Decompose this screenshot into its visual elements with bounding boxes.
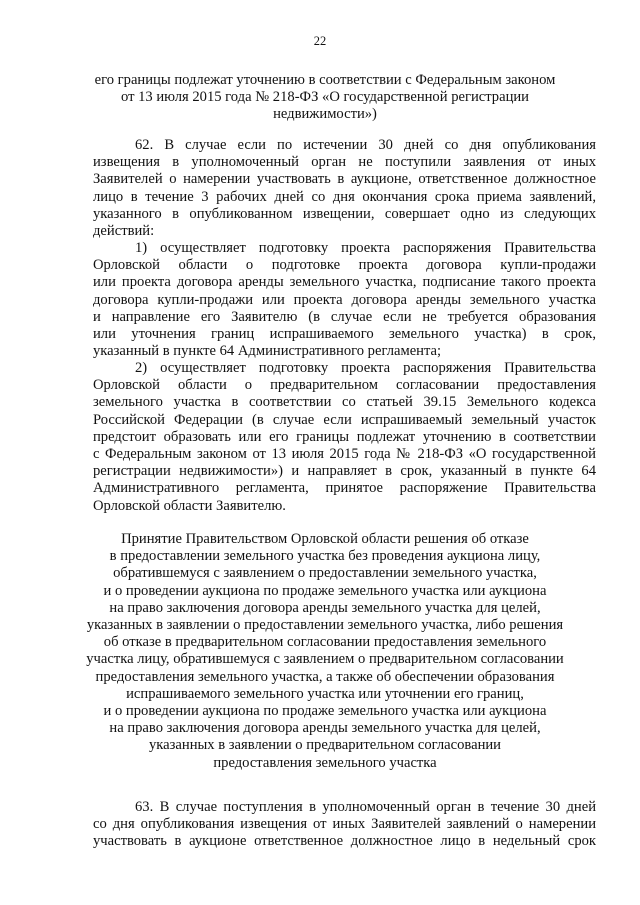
heading-line: в предоставлении земельного участка без проведения аукциона лицу, bbox=[109, 548, 541, 565]
text-line: регистрации недвижимости») и направляет в срок, указанный в пункте 64 bbox=[93, 463, 596, 480]
heading-line: на право заключения договора аренды земельного участка для целей, bbox=[109, 599, 541, 616]
paragraph-62 bbox=[93, 137, 596, 240]
section-heading bbox=[60, 531, 590, 772]
text-line: земельного участка в соответствии со статьей 39.15 Земельного кодекса bbox=[93, 394, 596, 411]
heading-line: обратившемуся с заявлением о предоставлении земельного участка, bbox=[113, 565, 537, 582]
heading-line: недвижимости») bbox=[273, 106, 377, 123]
heading-line: и о проведении аукциона по продаже земельного участка или аукциона bbox=[103, 582, 547, 599]
text-line: Орловской области о подготовке проекта договора купли-продажи bbox=[93, 257, 596, 274]
text-line: Российской Федерации (в случае если испрашиваемый земельный участок bbox=[93, 411, 596, 428]
text-line: Административного регламента, принятое распоряжение Правительства bbox=[93, 480, 596, 497]
text-line: 62. В случае если по истечении 30 дней со дня опубликования bbox=[135, 137, 596, 153]
heading-line: об отказе в предварительном согласовании предоставления земельного bbox=[103, 634, 547, 651]
heading-line: указанных в заявлении о предоставлении земельного участка, либо решения bbox=[86, 617, 564, 634]
heading-line: его границы подлежат уточнению в соответствии с Федеральным законом bbox=[94, 72, 556, 88]
text-line: извещения в уполномоченный орган не поступили заявления от иных bbox=[93, 154, 596, 171]
text-line: и направление его Заявителю (в случае если не требуется образования bbox=[93, 308, 596, 325]
heading-line: и о проведении аукциона по продаже земельного участка или аукциона bbox=[103, 703, 547, 720]
text-line: указанный в пункте 64 Административного регламента; bbox=[93, 343, 442, 360]
heading-line: предоставления земельного участка, а также об обеспечении образования bbox=[95, 668, 555, 685]
text-line: 2) осуществляет подготовку проекта распоряжения Правительства bbox=[135, 360, 596, 376]
text-line: Заявителей о намерении участвовать в аукционе, ответственное должностное bbox=[93, 171, 596, 188]
text-line: участвовать в аукционе ответственное должностное лицо в недельный срок bbox=[93, 833, 596, 850]
heading-line: указанных в заявлении о предварительном согласовании bbox=[149, 737, 501, 754]
text-line: Орловской области Заявителю. bbox=[93, 497, 286, 514]
heading-line: испрашиваемого земельного участка или уточнении его границ, bbox=[126, 685, 524, 702]
text-line: 1) осуществляет подготовку проекта распоряжения Правительства bbox=[135, 240, 596, 256]
text-line: указанного в опубликованном извещении, совершает одно из следующих bbox=[93, 205, 596, 222]
item-1 bbox=[93, 240, 596, 360]
text-line: предстоит образовать или его границы подлежат уточнению в соответствии bbox=[93, 428, 596, 445]
heading-line: участка лицу, обратившемуся с заявлением о предварительном согласовании bbox=[86, 651, 564, 668]
text-line: или уточнения границ испрашиваемого земельного участка) в срок, bbox=[93, 325, 596, 342]
text-line: лицо в течение 3 рабочих дней со дня окончания срока приема заявлений, bbox=[93, 188, 596, 205]
heading-line: предоставления земельного участка bbox=[213, 754, 437, 771]
text-line: договора купли-продажи или проекта договора аренды земельного участка bbox=[93, 291, 596, 308]
heading-top bbox=[60, 72, 590, 124]
text-line: с Федеральным законом от 13 июля 2015 года № 218-ФЗ «О государственной bbox=[93, 445, 596, 462]
heading-line: от 13 июля 2015 года № 218-ФЗ «О государственной регистрации bbox=[120, 89, 529, 106]
paragraph-63 bbox=[93, 799, 596, 851]
text-line: 63. В случае поступления в уполномоченный орган в течение 30 дней bbox=[135, 799, 596, 815]
text-line: действий: bbox=[93, 222, 155, 239]
text-line: или проекта договора аренды земельного участка, подписание такого проекта bbox=[93, 274, 596, 291]
item-2 bbox=[93, 360, 596, 515]
heading-line: Принятие Правительством Орловской области решения об отказе bbox=[121, 531, 529, 547]
text-line: со дня опубликования извещения от иных Заявителей заявлений о намерении bbox=[93, 816, 596, 833]
heading-line: на право заключения договора аренды земельного участка для целей, bbox=[109, 720, 541, 737]
text-line: Орловской области о предварительном согласовании предоставления bbox=[93, 377, 596, 394]
page-number: 22 bbox=[313, 34, 327, 48]
